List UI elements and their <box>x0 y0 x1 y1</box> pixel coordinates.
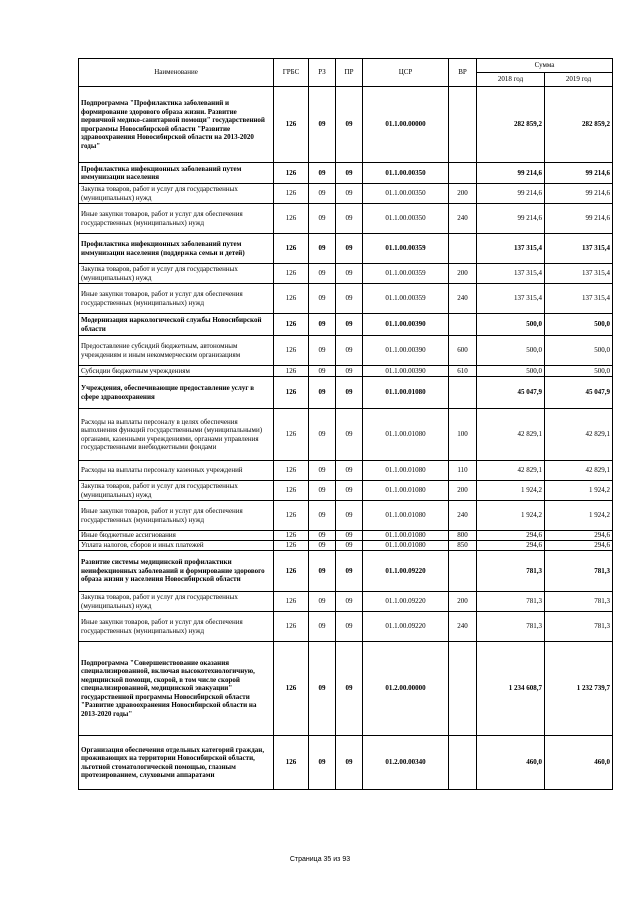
cell-vr <box>449 163 477 184</box>
header-grbs: ГРБС <box>274 59 309 87</box>
cell-pr: 09 <box>336 736 363 790</box>
cell-y1: 282 859,2 <box>477 87 545 163</box>
cell-name: Организация обеспечения отдельных категорий граждан, проживающих на территории Новосибирской области, льготной стоматологической помощью, глазным протезированием, слуховыми аппаратами <box>79 736 274 790</box>
cell-y1: 45 047,9 <box>477 377 545 409</box>
cell-grbs: 126 <box>274 377 309 409</box>
cell-csr: 01.1.00.01080 <box>363 461 449 481</box>
cell-vr: 100 <box>449 409 477 461</box>
cell-y2: 500,0 <box>545 336 613 366</box>
table-row <box>79 184 613 204</box>
cell-pr: 09 <box>336 377 363 409</box>
cell-vr: 240 <box>449 501 477 531</box>
cell-y1: 500,0 <box>477 314 545 336</box>
cell-y2: 294,6 <box>545 531 613 541</box>
table-row <box>79 541 613 551</box>
cell-y2: 99 214,6 <box>545 204 613 234</box>
cell-csr: 01.1.00.00359 <box>363 264 449 284</box>
cell-rz: 09 <box>309 531 336 541</box>
cell-pr: 09 <box>336 234 363 264</box>
cell-rz: 09 <box>309 366 336 377</box>
cell-grbs: 126 <box>274 409 309 461</box>
cell-name: Иные закупки товаров, работ и услуг для обеспечения государственных (муниципальных) нужд <box>79 501 274 531</box>
cell-y1: 42 829,1 <box>477 461 545 481</box>
cell-vr: 200 <box>449 184 477 204</box>
cell-pr: 09 <box>336 612 363 642</box>
cell-csr: 01.1.00.00359 <box>363 234 449 264</box>
cell-vr: 600 <box>449 336 477 366</box>
cell-y2: 42 829,1 <box>545 409 613 461</box>
cell-rz: 09 <box>309 87 336 163</box>
cell-vr: 610 <box>449 366 477 377</box>
cell-y1: 460,0 <box>477 736 545 790</box>
cell-y1: 1 234 608,7 <box>477 642 545 736</box>
cell-rz: 09 <box>309 541 336 551</box>
cell-y2: 460,0 <box>545 736 613 790</box>
cell-name: Иные закупки товаров, работ и услуг для обеспечения государственных (муниципальных) нужд <box>79 612 274 642</box>
cell-pr: 09 <box>336 284 363 314</box>
cell-y2: 1 232 739,7 <box>545 642 613 736</box>
cell-y1: 781,3 <box>477 592 545 612</box>
cell-csr: 01.1.00.00350 <box>363 184 449 204</box>
cell-y2: 781,3 <box>545 551 613 592</box>
cell-y2: 294,6 <box>545 541 613 551</box>
table-row <box>79 481 613 501</box>
cell-name: Подпрограмма "Совершенствование оказания специализированной, включая высокотехнологичную, медицинской помощи, скорой, в том числе скорой специализированной, медицинской эвакуации" государственной программы Новосибирской области "Развитие здравоохранения Новосибирской области на 2013-2020 годы" <box>79 642 274 736</box>
cell-pr: 09 <box>336 87 363 163</box>
cell-rz: 09 <box>309 264 336 284</box>
cell-rz: 09 <box>309 736 336 790</box>
header-pr: ПР <box>336 59 363 87</box>
cell-y2: 500,0 <box>545 366 613 377</box>
header-csr: ЦСР <box>363 59 449 87</box>
cell-name: Профилактика инфекционных заболеваний путем иммунизации населения <box>79 163 274 184</box>
cell-grbs: 126 <box>274 551 309 592</box>
cell-rz: 09 <box>309 409 336 461</box>
cell-grbs: 126 <box>274 612 309 642</box>
cell-y1: 781,3 <box>477 612 545 642</box>
cell-vr <box>449 314 477 336</box>
cell-pr: 09 <box>336 366 363 377</box>
cell-rz: 09 <box>309 204 336 234</box>
header-year-2018: 2018 год <box>477 73 545 87</box>
cell-rz: 09 <box>309 481 336 501</box>
table-row <box>79 87 613 163</box>
cell-name: Закупка товаров, работ и услуг для государственных (муниципальных) нужд <box>79 592 274 612</box>
cell-rz: 09 <box>309 592 336 612</box>
cell-pr: 09 <box>336 204 363 234</box>
cell-pr: 09 <box>336 336 363 366</box>
cell-pr: 09 <box>336 264 363 284</box>
cell-grbs: 126 <box>274 264 309 284</box>
cell-vr: 240 <box>449 284 477 314</box>
cell-csr: 01.1.00.00350 <box>363 163 449 184</box>
cell-vr <box>449 234 477 264</box>
table-row <box>79 234 613 264</box>
cell-csr: 01.1.00.01080 <box>363 531 449 541</box>
cell-grbs: 126 <box>274 184 309 204</box>
cell-grbs: 126 <box>274 336 309 366</box>
table-row <box>79 366 613 377</box>
cell-pr: 09 <box>336 481 363 501</box>
table-row <box>79 551 613 592</box>
cell-pr: 09 <box>336 531 363 541</box>
cell-csr: 01.1.00.00390 <box>363 314 449 336</box>
cell-grbs: 126 <box>274 284 309 314</box>
cell-grbs: 126 <box>274 163 309 184</box>
cell-csr: 01.1.00.09220 <box>363 592 449 612</box>
cell-y1: 500,0 <box>477 336 545 366</box>
cell-vr <box>449 551 477 592</box>
cell-pr: 09 <box>336 184 363 204</box>
page-number: Страница 35 из 93 <box>289 856 351 863</box>
cell-vr: 240 <box>449 204 477 234</box>
cell-vr <box>449 87 477 163</box>
cell-y1: 500,0 <box>477 366 545 377</box>
cell-y2: 99 214,6 <box>545 184 613 204</box>
cell-y2: 42 829,1 <box>545 461 613 481</box>
cell-y2: 781,3 <box>545 592 613 612</box>
cell-y1: 294,6 <box>477 531 545 541</box>
cell-y2: 500,0 <box>545 314 613 336</box>
cell-csr: 01.1.00.00000 <box>363 87 449 163</box>
cell-grbs: 126 <box>274 87 309 163</box>
cell-rz: 09 <box>309 184 336 204</box>
cell-y1: 137 315,4 <box>477 234 545 264</box>
cell-vr <box>449 736 477 790</box>
table-body <box>79 87 613 790</box>
cell-pr: 09 <box>336 314 363 336</box>
cell-rz: 09 <box>309 377 336 409</box>
table-row <box>79 284 613 314</box>
cell-grbs: 126 <box>274 234 309 264</box>
cell-csr: 01.1.00.09220 <box>363 551 449 592</box>
table-row <box>79 612 613 642</box>
budget-table <box>78 58 613 790</box>
cell-y2: 1 924,2 <box>545 501 613 531</box>
table-row <box>79 409 613 461</box>
cell-name: Иные бюджетные ассигнования <box>79 531 274 541</box>
cell-csr: 01.1.00.01080 <box>363 377 449 409</box>
header-rz: РЗ <box>309 59 336 87</box>
cell-csr: 01.1.00.01080 <box>363 481 449 501</box>
cell-name: Иные закупки товаров, работ и услуг для обеспечения государственных (муниципальных) нужд <box>79 284 274 314</box>
cell-rz: 09 <box>309 234 336 264</box>
cell-y2: 781,3 <box>545 612 613 642</box>
cell-csr: 01.1.00.01080 <box>363 409 449 461</box>
cell-csr: 01.1.00.01080 <box>363 501 449 531</box>
cell-y1: 1 924,2 <box>477 501 545 531</box>
cell-y2: 282 859,2 <box>545 87 613 163</box>
header-year-2019: 2019 год <box>545 73 613 87</box>
cell-name: Субсидии бюджетным учреждениям <box>79 366 274 377</box>
table-row <box>79 264 613 284</box>
table-row <box>79 531 613 541</box>
cell-name: Предоставление субсидий бюджетным, автономным учреждениям и иным некоммерческим организациям <box>79 336 274 366</box>
cell-y1: 137 315,4 <box>477 284 545 314</box>
table-row <box>79 642 613 736</box>
cell-name: Учреждения, обеспечивающие предоставление услуг в сфере здравоохранения <box>79 377 274 409</box>
table-row <box>79 163 613 184</box>
cell-y1: 1 924,2 <box>477 481 545 501</box>
cell-name: Модернизация наркологической службы Новосибирской области <box>79 314 274 336</box>
cell-pr: 09 <box>336 592 363 612</box>
cell-y1: 42 829,1 <box>477 409 545 461</box>
cell-name: Расходы на выплаты персоналу казенных учреждений <box>79 461 274 481</box>
cell-pr: 09 <box>336 551 363 592</box>
cell-pr: 09 <box>336 541 363 551</box>
cell-csr: 01.1.00.00350 <box>363 204 449 234</box>
cell-csr: 01.1.00.00359 <box>363 284 449 314</box>
cell-pr: 09 <box>336 461 363 481</box>
table-row <box>79 736 613 790</box>
cell-csr: 01.2.00.00340 <box>363 736 449 790</box>
cell-grbs: 126 <box>274 204 309 234</box>
cell-name: Подпрограмма "Профилактика заболеваний и формирование здорового образа жизни. Развитие первичной медико-санитарной помощи" государственной программы Новосибирской области "Развитие здравоохранения Новосибирской области на 2013-2020 годы" <box>79 87 274 163</box>
cell-vr: 200 <box>449 264 477 284</box>
cell-rz: 09 <box>309 612 336 642</box>
cell-y2: 137 315,4 <box>545 284 613 314</box>
cell-rz: 09 <box>309 501 336 531</box>
cell-grbs: 126 <box>274 314 309 336</box>
cell-pr: 09 <box>336 642 363 736</box>
cell-name: Закупка товаров, работ и услуг для государственных (муниципальных) нужд <box>79 481 274 501</box>
cell-y2: 137 315,4 <box>545 234 613 264</box>
cell-vr: 240 <box>449 612 477 642</box>
cell-grbs: 126 <box>274 541 309 551</box>
cell-grbs: 126 <box>274 501 309 531</box>
cell-grbs: 126 <box>274 461 309 481</box>
cell-vr: 850 <box>449 541 477 551</box>
cell-y1: 99 214,6 <box>477 163 545 184</box>
header-name: Наименование <box>79 59 274 87</box>
cell-name: Закупка товаров, работ и услуг для государственных (муниципальных) нужд <box>79 184 274 204</box>
cell-rz: 09 <box>309 461 336 481</box>
cell-rz: 09 <box>309 163 336 184</box>
cell-csr: 01.2.00.00000 <box>363 642 449 736</box>
cell-rz: 09 <box>309 642 336 736</box>
cell-vr <box>449 377 477 409</box>
cell-rz: 09 <box>309 314 336 336</box>
cell-y1: 99 214,6 <box>477 184 545 204</box>
header-vr: ВР <box>449 59 477 87</box>
table-row <box>79 204 613 234</box>
table-row <box>79 377 613 409</box>
header-row <box>79 59 613 73</box>
cell-y1: 99 214,6 <box>477 204 545 234</box>
cell-name: Профилактика инфекционных заболеваний путем иммунизации населения (поддержка семьи и детей) <box>79 234 274 264</box>
cell-name: Расходы на выплаты персоналу в целях обеспечения выполнения функций государственными (муниципальными) органами, казенными учреждениями, органами управления государственными внебюджетными фондами <box>79 409 274 461</box>
cell-vr: 800 <box>449 531 477 541</box>
cell-rz: 09 <box>309 284 336 314</box>
cell-name: Развитие системы медицинской профилактики неинфекционных заболеваний и формирование здорового образа жизни у населения Новосибирской области <box>79 551 274 592</box>
cell-y2: 99 214,6 <box>545 163 613 184</box>
cell-grbs: 126 <box>274 642 309 736</box>
cell-y2: 1 924,2 <box>545 481 613 501</box>
table-row <box>79 501 613 531</box>
cell-vr: 200 <box>449 481 477 501</box>
table-row <box>79 314 613 336</box>
cell-grbs: 126 <box>274 592 309 612</box>
table-row <box>79 336 613 366</box>
cell-pr: 09 <box>336 163 363 184</box>
cell-grbs: 126 <box>274 531 309 541</box>
cell-y2: 45 047,9 <box>545 377 613 409</box>
cell-y1: 137 315,4 <box>477 264 545 284</box>
cell-csr: 01.1.00.00390 <box>363 336 449 366</box>
cell-vr <box>449 642 477 736</box>
cell-grbs: 126 <box>274 736 309 790</box>
cell-rz: 09 <box>309 336 336 366</box>
cell-grbs: 126 <box>274 366 309 377</box>
cell-vr: 200 <box>449 592 477 612</box>
cell-name: Уплата налогов, сборов и иных платежей <box>79 541 274 551</box>
cell-name: Закупка товаров, работ и услуг для государственных (муниципальных) нужд <box>79 264 274 284</box>
cell-name: Иные закупки товаров, работ и услуг для обеспечения государственных (муниципальных) нужд <box>79 204 274 234</box>
cell-pr: 09 <box>336 409 363 461</box>
cell-y2: 137 315,4 <box>545 264 613 284</box>
table-row <box>79 592 613 612</box>
header-sum: Сумма <box>477 59 613 73</box>
cell-csr: 01.1.00.01080 <box>363 541 449 551</box>
cell-y1: 294,6 <box>477 541 545 551</box>
table-row <box>79 461 613 481</box>
cell-pr: 09 <box>336 501 363 531</box>
cell-vr: 110 <box>449 461 477 481</box>
cell-csr: 01.1.00.00390 <box>363 366 449 377</box>
cell-y1: 781,3 <box>477 551 545 592</box>
cell-rz: 09 <box>309 551 336 592</box>
cell-csr: 01.1.00.09220 <box>363 612 449 642</box>
cell-grbs: 126 <box>274 481 309 501</box>
